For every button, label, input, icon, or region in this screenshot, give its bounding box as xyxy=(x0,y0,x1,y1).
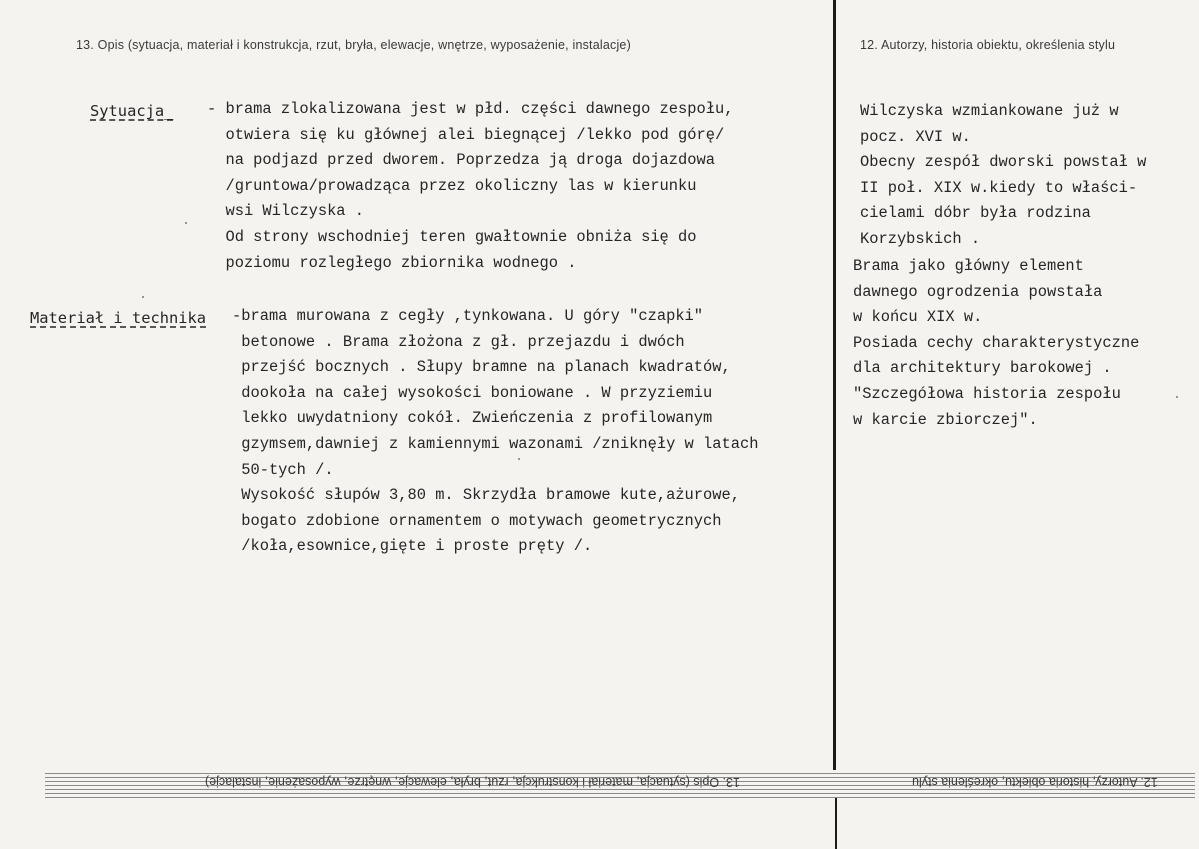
section-13-header: 13. Opis (sytuacja, materiał i konstrukcja, rzut, bryła, elewacje, wnętrze, wyposażenie, instalacje) xyxy=(76,38,631,52)
material-label: Materiał i technika xyxy=(30,309,207,327)
sytuacja-label: Sytuacja_ xyxy=(90,102,174,120)
speck xyxy=(142,296,144,298)
history-text: Wilczyska wzmiankowane już w pocz. XVI w. Obecny zespół dworski powstał w II poł. XIX w.kiedy to właści- cielami dóbr była rodzina Korzybskich . xyxy=(860,102,1147,248)
speck xyxy=(1176,396,1178,398)
footer-mirror-left: 13. Opis (sytuacja, materiał i konstrukcja, rzut, bryła, elewacje, wnętrze, wyposażenie, instalacje) xyxy=(205,775,740,789)
material-text: -brama murowana z cegły ,tynkowana. U góry "czapki" betonowe . Brama złożona z gł. przejazdu i dwóch przejść bocznych . Słupy bramne na planach kwadratów, dookoła na całej wysokości boniowane . W przyziemiu lekko uwydatniony cokół. Zwieńczenia z profilowanym gzymsem,dawniej z kamiennymi wazonami /zniknęły w latach 50-tych /. Wysokość słupów 3,80 m. Skrzydła bramowe kute,ażurowe, bogato zdobione ornamentem o motywach geometrycznych /koła,esownice,gięte i proste pręty /. xyxy=(232,307,759,556)
footer-mirror-right: 12. Autorzy, historia obiektu, określenia stylu xyxy=(912,775,1158,789)
speck xyxy=(185,222,187,224)
history-text-2: Brama jako główny element dawnego ogrodzenia powstała w końcu XIX w. Posiada cechy charakterystyczne dla architektury barokowej . "Szczegółowa historia zespołu w karcie zbiorczej". xyxy=(853,257,1140,429)
speck xyxy=(518,458,520,460)
column-divider xyxy=(833,0,836,790)
section-12-header: 12. Autorzy, historia obiektu, określenia stylu xyxy=(860,38,1116,52)
sytuacja-text: - brama zlokalizowana jest w płd. części dawnego zespołu, otwiera się ku głównej alei biegnącej /lekko pod górę/ na podjazd przed dworem. Poprzedza ją droga dojazdowa /gruntowa/prowadząca przez okoliczny las w kierunku wsi Wilczyska . Od strony wschodniej teren gwałtownie obniża się do poziomu rozległego zbiornika wodnego . xyxy=(207,100,734,272)
